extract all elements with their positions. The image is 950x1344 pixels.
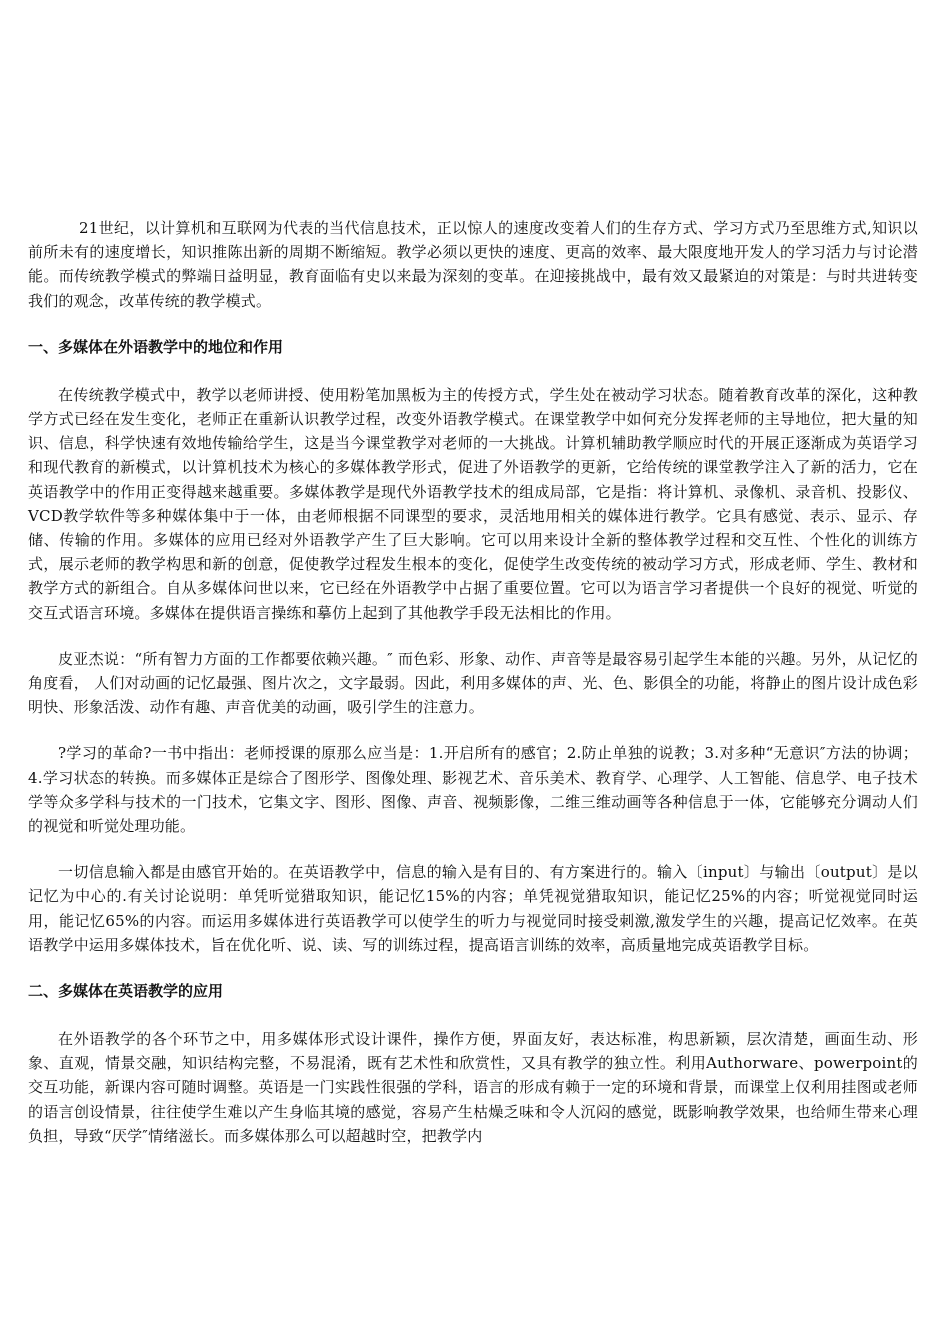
intro-paragraph: 21世纪，以计算机和互联网为代表的当代信息技术，正以惊人的速度改变着人们的生存方式、学习方式乃至思维方式,知识以前所未有的速度增长，知识推陈出新的周期不断缩短。教学必须以更快的速度、更高的效率、最大限度地开发人的学习活力与讨论潜能。而传统教学模式的弊端日益明显，教育面临有史以来最为深刻的变革。在迎接挑战中，最有效又最紧迫的对策是：与时共进转变我们的观念，改革传统的教学模式。 bbox=[28, 219, 918, 310]
section1-paragraph-2: 皮亚杰说：“所有智力方面的工作都要依赖兴趣。″ 而色彩、形象、动作、声音等是最容易引起学生本能的兴趣。另外，从记忆的角度看， 人们对动画的记忆最强、图片次之，文字最弱。因此，利用多媒体的声、光、色、影俱全的功能，将静止的图片设计成色彩明快、形象活泼、动作有趣、声音优美的动画，吸引学生的注意力。 bbox=[28, 649, 918, 717]
section-heading-2: 二、多媒体在英语教学的应用 bbox=[28, 982, 224, 1001]
section-heading-1: 一、多媒体在外语教学中的地位和作用 bbox=[28, 337, 284, 356]
section2-paragraph-1: 在外语教学的各个环节之中，用多媒体形式设计课件，操作方便，界面友好，表达标准，构思新颖，层次清楚，画面生动、形象、直观，情景交融，知识结构完整，不易混淆，既有艺术性和欣赏性，又具有教学的独立性。利用Authorware、powerpoint的交互功能，新课内容可随时调整。英语是一门实践性很强的学科，语言的形成有赖于一定的环境和背景，而课堂上仅利用挂图或老师的语言创设情景，往往使学生难以产生身临其境的感觉，容易产生枯燥乏味和令人沉闷的感觉，既影响教学效果，也给师生带来心理负担，导致“厌学″情绪滋长。而多媒体那么可以超越时空，把教学内 bbox=[28, 1030, 918, 1145]
section1-paragraph-1: 在传统教学模式中，教学以老师讲授、使用粉笔加黑板为主的传授方式，学生处在被动学习状态。随着教育改革的深化，这种教学方式已经在发生变化，老师正在重新认识教学过程，改变外语教学模式。在课堂教学中如何充分发挥老师的主导地位，把大量的知识、信息，科学快速有效地传输给学生，这是当今课堂教学对老师的一大挑战。计算机辅助教学顺应时代的开展正逐渐成为英语学习和现代教育的新模式，以计算机技术为核心的多媒体教学形式，促进了外语教学的更新，它给传统的课堂教学注入了新的活力，它在英语教学中的作用正变得越来越重要。多媒体教学是现代外语教学技术的组成局部，它是指：将计算机、录像机、录音机、投影仪、VCD教学软件等多种媒体集中于一体，由老师根据不同课型的要求，灵活地用相关的媒体进行教学。它具有感觉、表示、显示、存储、传输的作用。多媒体的应用已经对外语教学产生了巨大影响。它可以用来设计全新的整体教学过程和交互性、个性化的训练方式，展示老师的教学构思和新的创意，促使教学过程发生根本的变化，促使学生改变传统的被动学习方式，形成老师、学生、教材和教学方式的新组合。自从多媒体问世以来，它已经在外语教学中占据了重要位置。它可以为语言学习者提供一个良好的视觉、听觉的交互式语言环境。多媒体在提供语言操练和摹仿上起到了其他教学手段无法相比的作用。 bbox=[28, 385, 918, 622]
document-body bbox=[28, 216, 918, 1170]
section1-paragraph-3: ?学习的革命?一书中指出：老师授课的原那么应当是：1.开启所有的感官；2.防止单独的说教；3.对多种“无意识″方法的协调；4.学习状态的转换。而多媒体正是综合了图形学、图像处理、影视艺术、音乐美术、教育学、心理学、人工智能、信息学、电子技术学等众多学科与技术的一门技术，它集文字、图形、图像、声音、视频影像，二维三维动画等各种信息于一体，它能够充分调动人们的视觉和听觉处理功能。 bbox=[28, 744, 918, 836]
section1-paragraph-4: 一切信息输入都是由感官开始的。在英语教学中，信息的输入是有目的、有方案进行的。输入〔input〕与输出〔output〕是以记忆为中心的.有关讨论说明：单凭听觉猎取知识，能记忆15%的内容；单凭视觉猎取知识，能记忆25%的内容；听觉视觉同时运用，能记忆65%的内容。而运用多媒体进行英语教学可以使学生的听力与视觉同时接受刺激,激发学生的兴趣，提高记忆效率。在英语教学中运用多媒体技术，旨在优化听、说、读、写的训练过程，提高语言训练的效率，高质量地完成英语教学目标。 bbox=[28, 863, 918, 954]
